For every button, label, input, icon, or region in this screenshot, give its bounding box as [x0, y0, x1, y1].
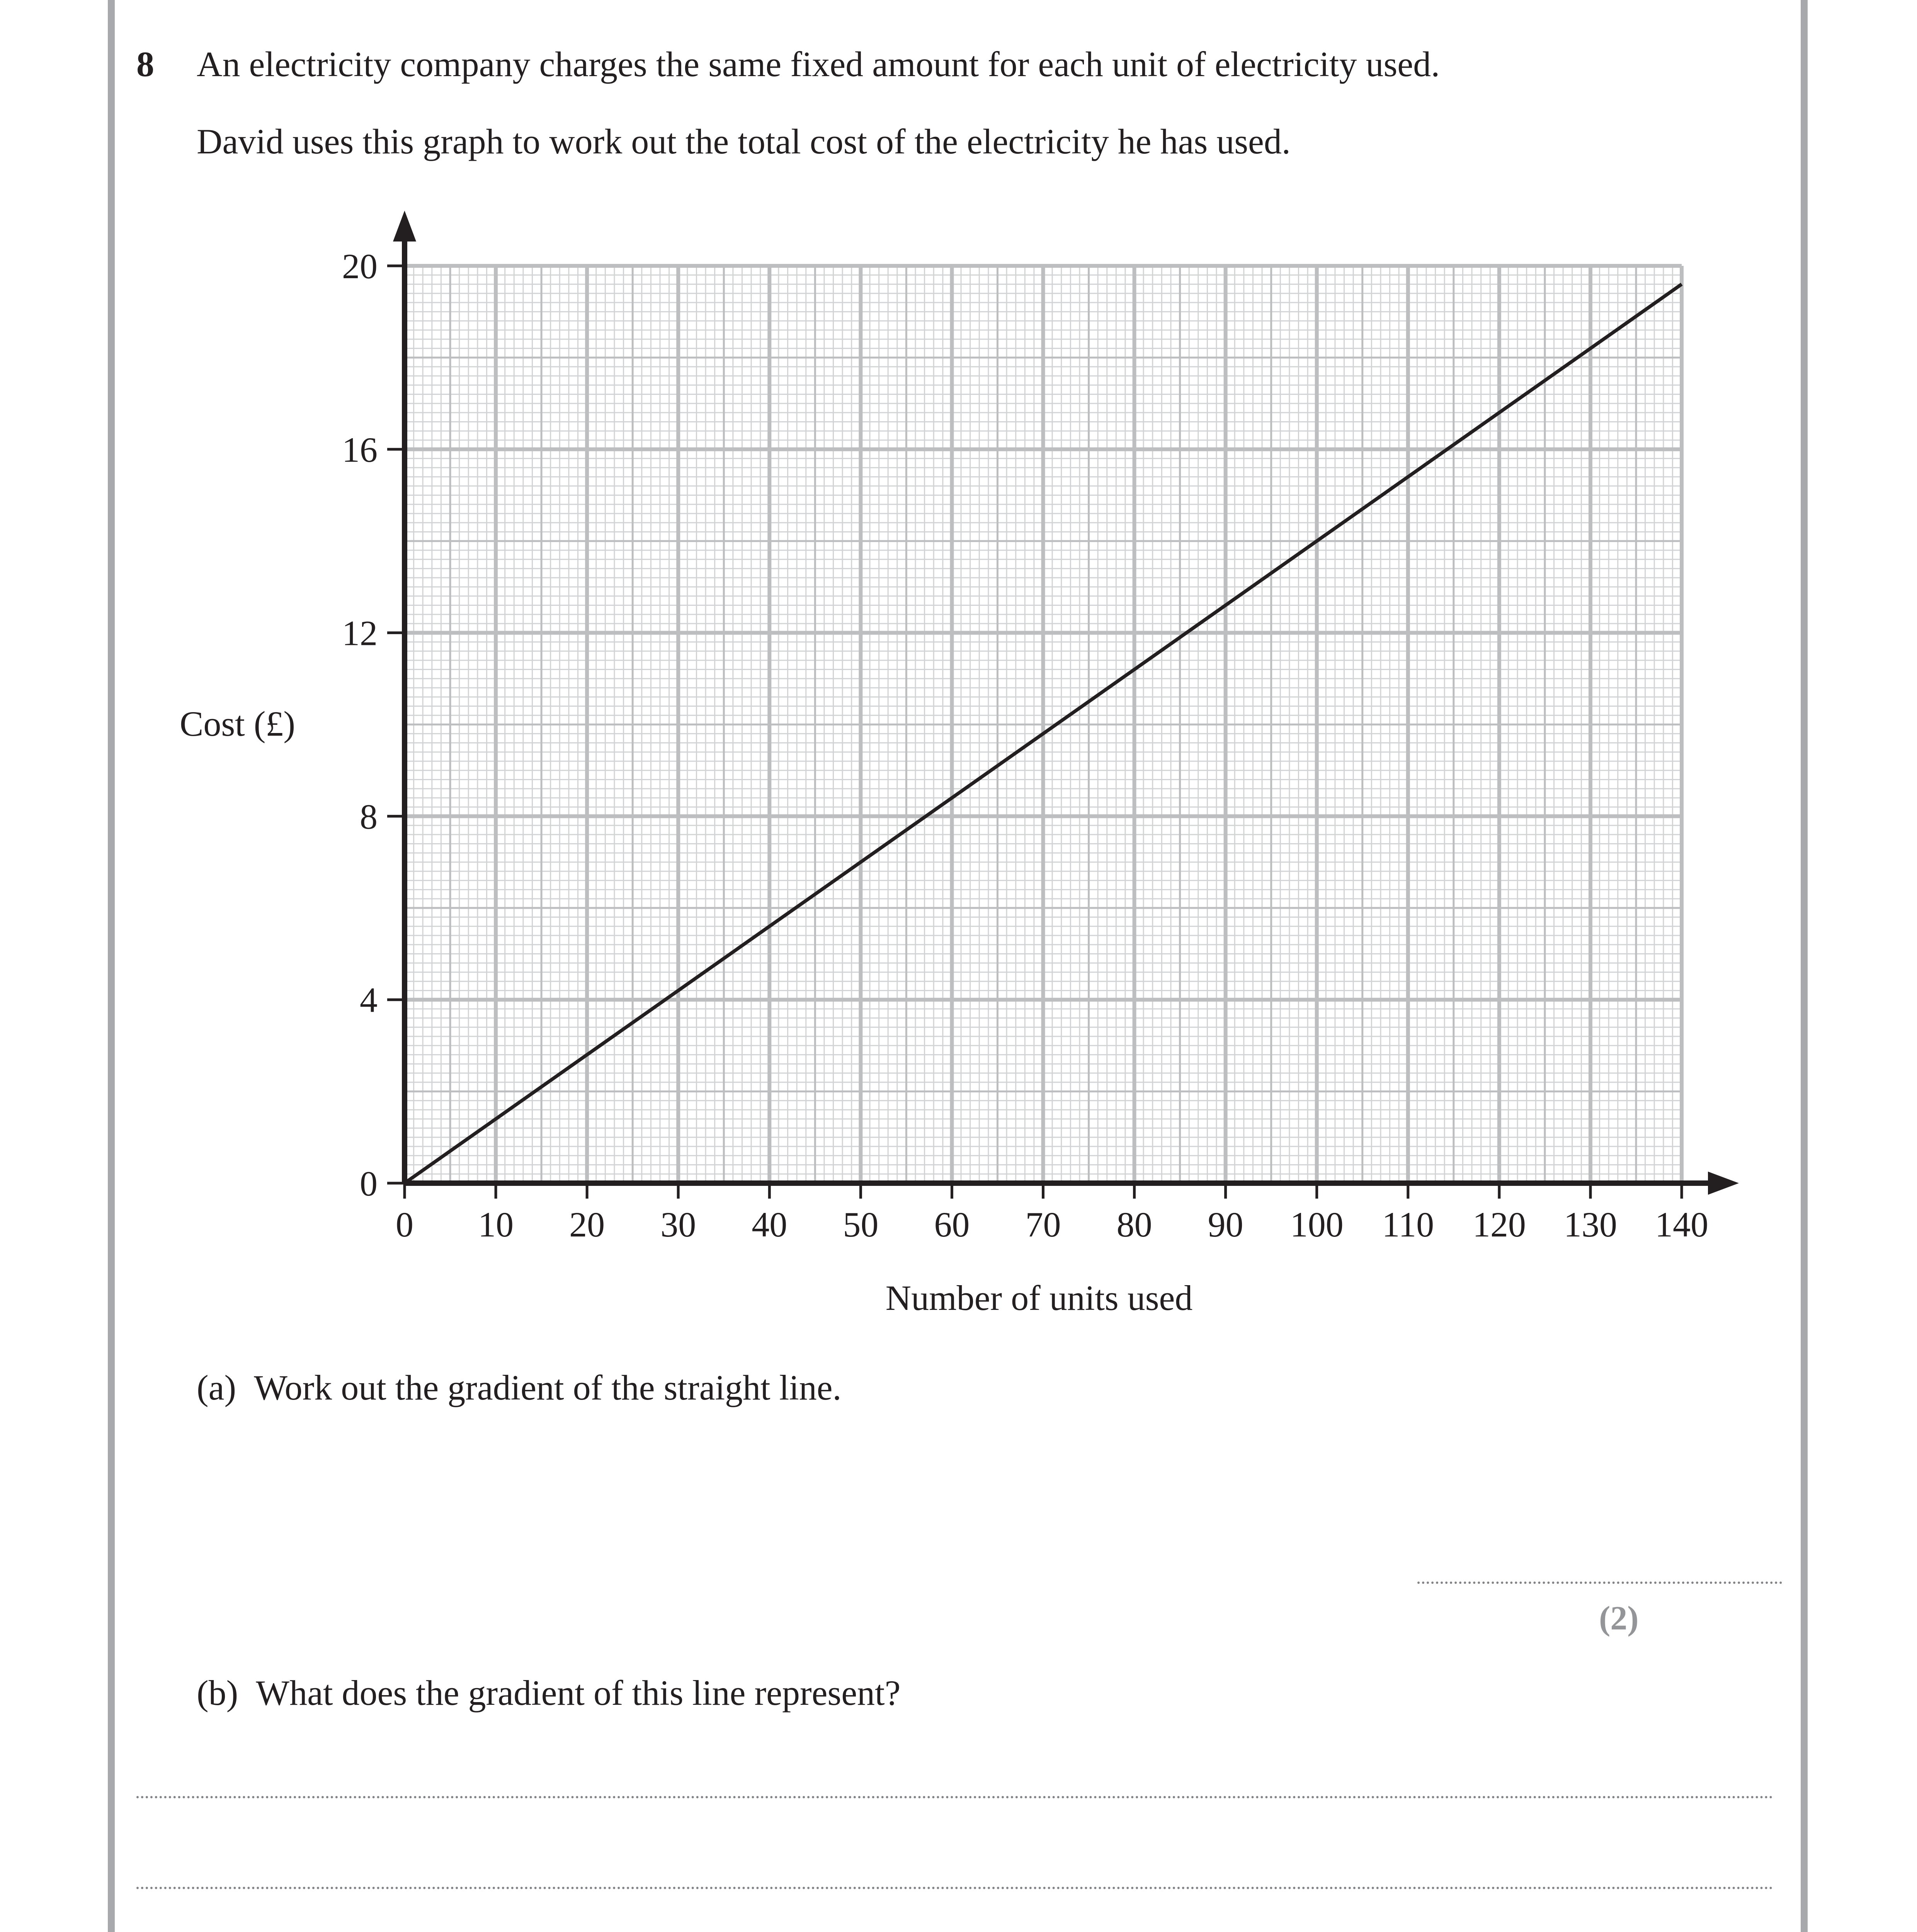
x-axis-title: Number of units used [885, 1278, 1193, 1318]
x-tick-label: 110 [1382, 1205, 1434, 1244]
x-tick-label: 120 [1472, 1205, 1526, 1244]
answer-line-b-2[interactable] [136, 1887, 1773, 1889]
answer-line-a[interactable] [1417, 1582, 1782, 1584]
part-a-marks: (2) [1599, 1600, 1639, 1637]
question-stem-line-1: An electricity company charges the same fixed amount for each unit of electricity used. [197, 44, 1440, 84]
y-tick-label: 4 [360, 980, 378, 1020]
part-a-question: (a) Work out the gradient of the straight line. [197, 1368, 842, 1407]
x-tick-label: 90 [1208, 1205, 1243, 1244]
x-tick-label: 70 [1025, 1205, 1061, 1244]
y-tick-label: 16 [342, 430, 378, 469]
y-tick-label: 12 [342, 613, 378, 653]
y-tick-label: 0 [360, 1164, 378, 1203]
question-stem-line-2: David uses this graph to work out the total cost of the electricity he has used. [197, 122, 1291, 161]
x-tick-label: 80 [1116, 1205, 1152, 1244]
x-tick-label: 100 [1290, 1205, 1344, 1244]
x-tick-label: 10 [478, 1205, 514, 1244]
x-tick-label: 130 [1563, 1205, 1617, 1244]
y-axis-arrow [393, 211, 416, 242]
y-tick-label: 20 [342, 247, 378, 286]
x-tick-label: 40 [752, 1205, 788, 1244]
x-tick-label: 20 [569, 1205, 605, 1244]
x-tick-label: 140 [1655, 1205, 1708, 1244]
x-tick-label: 0 [396, 1205, 413, 1244]
x-tick-label: 60 [934, 1205, 970, 1244]
x-tick-label: 30 [660, 1205, 696, 1244]
part-b-question: (b) What does the gradient of this line represent? [197, 1673, 901, 1713]
x-tick-label: 50 [843, 1205, 879, 1244]
y-axis-title: Cost (£) [180, 704, 295, 743]
x-axis-arrow [1708, 1172, 1739, 1195]
question-number: 8 [136, 44, 154, 84]
y-tick-label: 8 [360, 797, 378, 837]
answer-line-b-1[interactable] [136, 1796, 1773, 1798]
